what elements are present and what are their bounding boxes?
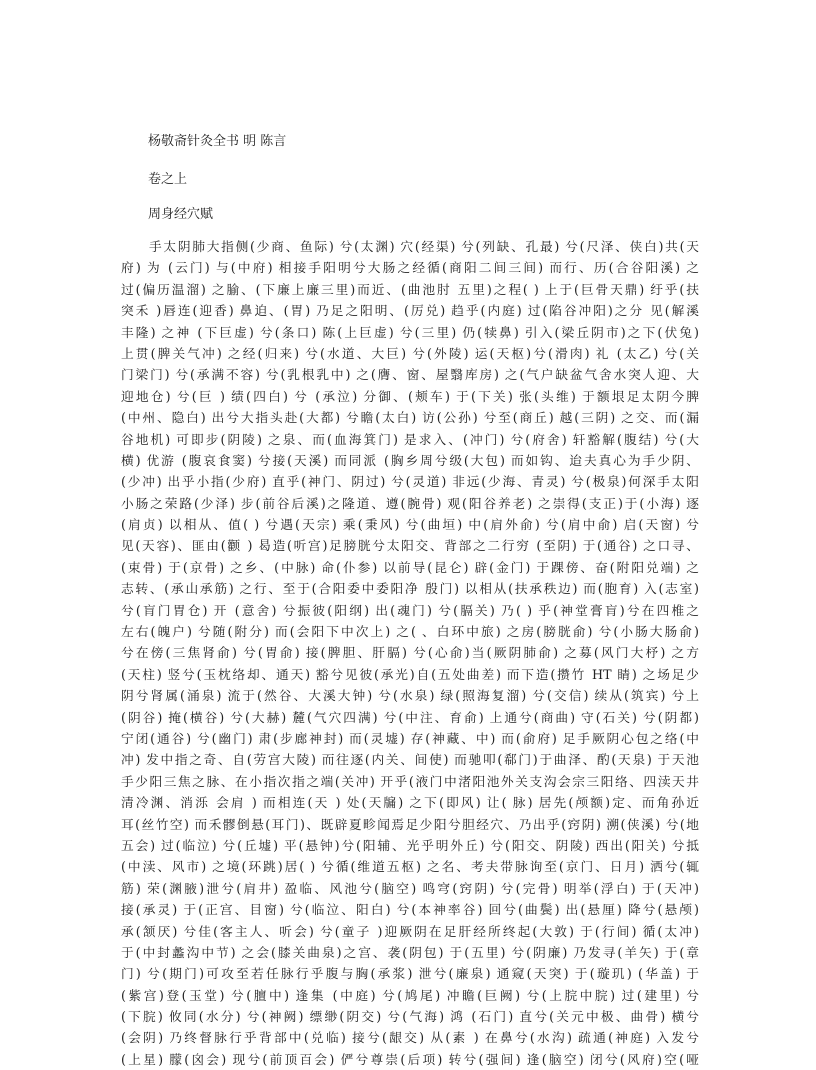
text-line: 左右(魄户) 兮随(附分) 而(会阳下中次上) 之( 、白环中旅) 之房(膀胱俞) 兮(小肠大肠俞) bbox=[121, 624, 699, 640]
text-line: 突禾 )唇连(迎香) 鼻迫、(胃) 乃足之阳明、(厉兑) 趋乎(内庭) 过(陷谷冲阳)之分 见(解溪 bbox=[121, 303, 699, 319]
volume-heading: 卷之上 bbox=[148, 172, 188, 187]
text-line: 志转、(承山承筋) 之行、至于(合阳委中委阳净 殷门) 以相从(扶承秩边) 而(胞育) 入(志室) bbox=[121, 581, 699, 597]
text-line: 上贯(脾关气冲) 之经(归来) 兮(水道、大巨) 兮(外陵) 运(天枢)兮(滑肉) 礼 (太乙) 兮(关 bbox=[121, 345, 699, 361]
text-line: 手少阳三焦之脉、在小指次指之端(关冲) 开乎(液门中渚阳池外关支沟会宗三阳络、四渎天井 bbox=[121, 773, 699, 789]
text-line: (下脘) 攸同(水分) 兮(神阙) 缥缈(阴交) 兮(气海) 鸿 (石门) 直兮(关元中极、曲骨) 横兮 bbox=[121, 1009, 699, 1025]
text-line: (紫宫)登(玉堂) 兮(膻中) 逢集 (中庭) 兮(鸠尾) 冲瞻(巨阙) 兮(上脘中脘) 过(建里) 兮 bbox=[121, 987, 699, 1003]
text-line: 接(承灵) 于(正宫、目窗) 兮(临泣、阳白) 兮(本神率谷) 回兮(曲鬓) 出(悬厘) 降兮(悬颅) bbox=[121, 902, 699, 918]
text-line: 五会) 过(临泣) 兮(丘墟) 平(悬钟)兮(阳辅、光乎明外丘) 兮(阳交、阴陵) 西出(阳关) 兮抵 bbox=[121, 837, 699, 853]
text-line: 见(天容)、匪由(颧 ) 曷造(听宫)足膀胱兮太阳交、背部之二行穷 (至阴) 于(通谷) 之口寻、 bbox=[121, 538, 699, 554]
text-line: (中州、隐白) 出兮大指头赴(大都) 兮瞻(太白) 访(公孙) 兮至(商丘) 越(三阴) 之交、而(漏 bbox=[121, 410, 699, 426]
text-line: 兮在傍(三焦肾俞) 兮(胃俞) 接(脾胆、肝膈) 兮(心俞)当(厥阴肺俞) 之募(风门大杼) 之方 bbox=[121, 645, 699, 661]
text-line: 横) 优游 (腹哀食窦) 兮接(天溪) 而同派 (胸乡周兮级(大包) 而如钩、迨夫真心为手少阴、 bbox=[121, 452, 699, 468]
text-line: (肩贞) 以相从、值( ) 兮遇(天宗) 乘(秉风) 兮(曲垣) 中(肩外俞) 兮(肩中俞) 启(天窗) 兮 bbox=[121, 517, 699, 533]
text-line: 迎地仓) 兮(巨 ) 绩(四白) 兮 (承泣) 分御、(颊车) 于(下关) 张(头维) 于额垠足太阴今脾 bbox=[121, 388, 699, 404]
text-line: 冲) 发中指之奇、自(劳宫大陵) 而往逐(内关、间使) 而驰叩(郗门)于曲泽、酌(天泉) 于天池 bbox=[121, 752, 699, 768]
text-line: (上星) 朦(囟会) 现兮(前顶百会) 俨兮尊崇(后项) 转兮(强间) 逢(脑空) 闭兮(风府)空(哑 bbox=[121, 1051, 699, 1067]
text-line: 承(颔厌) 兮佳(客主人、听会) 兮(童子 )迎厥阴在足肝经所终起(大敦) 于(行间) 循(太冲) bbox=[121, 923, 699, 939]
section-heading: 周身经穴赋 bbox=[148, 207, 214, 222]
text-line: 清冷渊、消泺 会肩 ) 而相连(天 ) 处(天牖) 之下(即风) 让( 脉) 居先(颅额)定、而角孙近 bbox=[121, 795, 699, 811]
text-line: 筋) 荣(渊腋)泄兮(肩井) 盈临、风池兮(脑空) 鸣穹(窍阴) 兮(完骨) 明举(浮白) 于(天冲) bbox=[121, 880, 699, 896]
text-line: 门) 兮(期门)可攻至若任脉行乎腹与胸(承浆) 泄兮(廉泉) 通窥(天突) 于(璇玑) (华盖) 于 bbox=[121, 966, 699, 982]
text-line: 过(偏历温溜) 之腧、(下廉上廉三里)而近、(曲池肘 五里)之程( ) 上于(巨骨天鼎) 纡乎(扶 bbox=[121, 281, 699, 297]
text-line: 于(中封蠡沟中节) 之会(膝关曲泉)之宫、袭(阴包) 于(五里) 兮(阴廉) 乃发寻(羊矢) 于(章 bbox=[121, 944, 699, 960]
text-line: (中渎、风市) 之境(环跳)居( ) 兮循(维道五枢) 之名、考夫带脉询至(京门、日月) 洒兮(辄 bbox=[121, 859, 699, 875]
text-line: 兮(肓门胃仓) 开 (意舍) 兮振彼(阳纲) 出(魂门) 兮(膈关) 乃( ) 乎(神堂膏肓)兮在四椎之 bbox=[121, 602, 699, 618]
text-line: 谷地机) 可即步(阴陵) 之泉、而(血海箕门) 是求入、(冲门) 兮(府舍) 轩豁解(腹结) 兮(大 bbox=[121, 431, 699, 447]
text-line: 耳(丝竹空) 而禾髎倒悬(耳门)、既辟夏畛闻焉足少阳兮胆经穴、乃出乎(窍阴) 溯(侠溪) 兮(地 bbox=[121, 816, 699, 832]
text-line: 阴兮肾属(涌泉) 流于(然谷、大溪大钟) 兮(水泉) 绿(照海复溜) 兮(交信) 续从(筑宾) 兮上 bbox=[121, 688, 699, 704]
text-line: (天柱) 竖兮(玉枕络却、通天) 豁兮见彼(承光)自(五处曲差) 而下造(攒竹 HT 睛) 之场足少 bbox=[121, 666, 699, 682]
text-line: 门梁门) 兮(承满不容) 兮(乳根乳中) 之(膺、窗、屋翳库房) 之(气户缺盆气舍水突人迎、大 bbox=[121, 367, 699, 383]
text-line: (少冲) 出乎小指(少府) 直乎(神门、阴过) 兮(灵道) 非远(少海、青灵) 兮(极泉)何深手太阳 bbox=[121, 474, 699, 490]
document-title: 杨敬斋针灸全书 明 陈言 bbox=[148, 134, 287, 149]
text-line: 小肠之荣路(少泽) 步(前谷后溪)之隆道、遵(腕骨) 观(阳谷养老) 之崇得(支正)于(小海) 逐 bbox=[121, 495, 699, 511]
text-line: 府) 为 (云门) 与(中府) 相接手阳明兮大肠之经循(商阳二间三间) 而行、历(合谷阳溪) 之 bbox=[121, 260, 699, 276]
text-line: 手太阴肺大指侧(少商、鱼际) 兮(太渊) 穴(经渠) 兮(列缺、孔最) 兮(尺泽、侠白)共(天 bbox=[149, 239, 699, 254]
text-line: 宁闭(通谷) 兮(幽门) 肃(步廊神封) 而(灵墟) 存(神藏、中) 而(俞府) 足手厥阴心包之络(中 bbox=[121, 730, 699, 746]
body-text bbox=[121, 236, 699, 1070]
text-line: (阴谷) 掩(横谷) 兮(大赫) 麓(气穴四满) 兮(中注、育俞) 上通兮(商曲) 守(石关) 兮(阴都) bbox=[121, 709, 699, 725]
text-line: 丰隆) 之神 (下巨虚) 兮(条口) 陈(上巨虚) 兮(三里) 仍(犊鼻) 引入(梁丘阴市)之下(伏兔) bbox=[121, 324, 699, 340]
text-line: (束骨) 于(京骨) 之乡、(中脉) 命(仆参) 以前导(昆仑) 辟(金门) 于踝傍、奋(附阳兑端) 之 bbox=[121, 559, 699, 575]
text-line: (会阴) 乃终督脉行乎背部中(兑临) 接兮(龈交) 从(素 ) 在鼻兮(水沟) 疏通(神庭) 入发兮 bbox=[121, 1030, 699, 1046]
